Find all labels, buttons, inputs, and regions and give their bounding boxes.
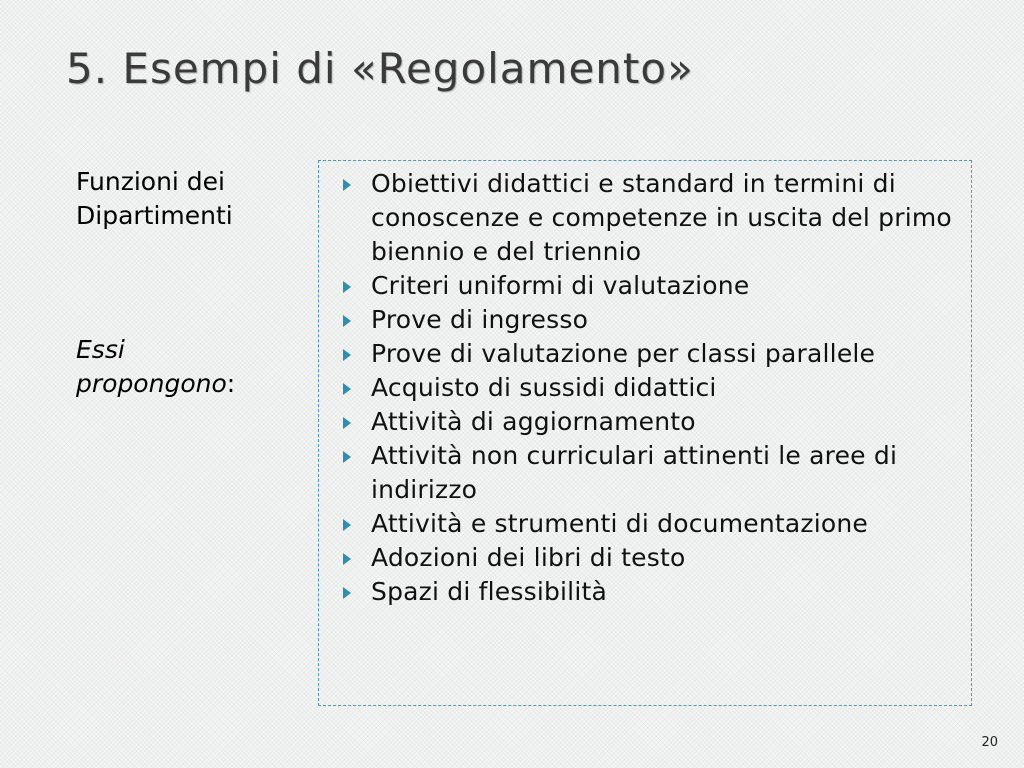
list-item-text: Prove di ingresso — [371, 305, 589, 334]
left-sub-line-2 — [76, 367, 306, 401]
left-heading-line-1: Funzioni dei — [76, 167, 225, 196]
triangle-right-icon — [343, 451, 351, 463]
triangle-right-icon — [343, 281, 351, 293]
list-item-text: Adozioni dei libri di testo — [371, 543, 686, 572]
left-column — [76, 165, 306, 401]
list-item-text: Spazi di flessibilità — [371, 577, 607, 606]
list-item — [343, 439, 961, 507]
bullet-list — [319, 161, 971, 609]
list-item — [343, 507, 961, 541]
list-item — [343, 405, 961, 439]
triangle-right-icon — [343, 417, 351, 429]
list-item — [343, 337, 961, 371]
triangle-right-icon — [343, 519, 351, 531]
left-sub-verb: propongono — [76, 369, 227, 398]
triangle-right-icon — [343, 383, 351, 395]
list-item — [343, 167, 961, 269]
slide-title: 5. Esempi di «Regolamento» — [66, 44, 694, 93]
list-item-text: Acquisto di sussidi didattici — [371, 373, 717, 402]
list-item — [343, 269, 961, 303]
list-item — [343, 303, 961, 337]
list-item-text: Prove di valutazione per classi parallele — [371, 339, 876, 368]
list-item-text: Attività di aggiornamento — [371, 407, 696, 436]
list-item-text: Obiettivi didattici e standard in termini di conoscenze e competenze in uscita del primo biennio e del triennio — [371, 169, 952, 266]
triangle-right-icon — [343, 349, 351, 361]
left-sub-colon: : — [226, 369, 236, 398]
list-item-text: Attività e strumenti di documentazione — [371, 509, 868, 538]
list-item — [343, 575, 961, 609]
left-sub-line-1: Essi — [76, 335, 125, 364]
left-heading — [76, 165, 306, 233]
page-number: 20 — [981, 735, 998, 750]
triangle-right-icon — [343, 315, 351, 327]
triangle-right-icon — [343, 179, 351, 191]
triangle-right-icon — [343, 587, 351, 599]
triangle-right-icon — [343, 553, 351, 565]
list-item — [343, 371, 961, 405]
left-subheading — [76, 333, 306, 401]
list-item-text: Attività non curriculari attinenti le aree di indirizzo — [371, 441, 898, 504]
left-heading-line-2: Dipartimenti — [76, 201, 233, 230]
list-item-text: Criteri uniformi di valutazione — [371, 271, 750, 300]
bullet-content-box — [318, 160, 972, 706]
list-item — [343, 541, 961, 575]
